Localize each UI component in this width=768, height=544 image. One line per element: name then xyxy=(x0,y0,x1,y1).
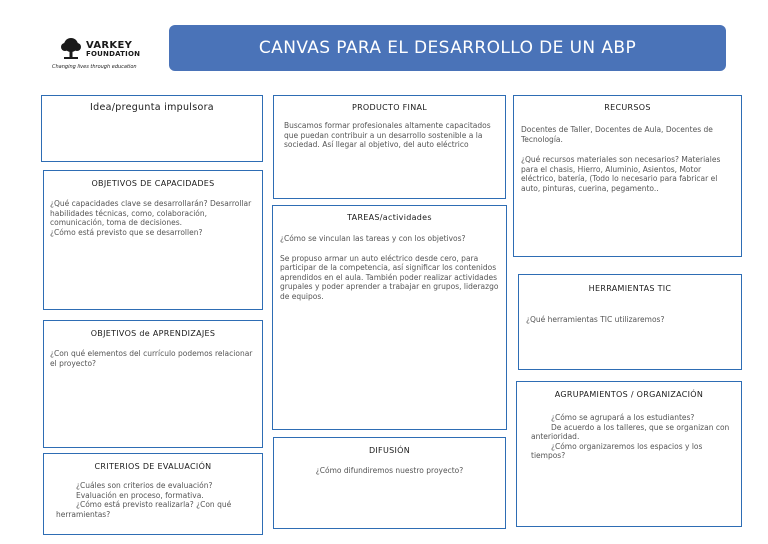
capacidades-text-1: ¿Qué capacidades clave se desarrollarán? Desarrollar habilidades técnicas, como, colaboración, comunicación, toma de decisiones. xyxy=(50,199,252,227)
tareas-text-2: Se propuso armar un auto eléctrico desde cero, para participar de la competencia, así significar los contenidos aprendidos en el aula. También poder realizar actividades grupales y poder aprender a trabajar en grupos, liderazgo de equipos. xyxy=(280,253,499,301)
capacidades-title: OBJETIVOS DE CAPACIDADES xyxy=(91,179,215,188)
difusion-text: ¿Cómo difundiremos nuestro proyecto? xyxy=(315,466,464,475)
aprendizajes-title: OBJETIVOS de APRENDIZAJES xyxy=(90,329,216,338)
herramientas-box[interactable] xyxy=(518,274,742,370)
criterios-text-2: Evaluación en proceso, formativa. xyxy=(76,490,204,500)
recursos-text-2: ¿Qué recursos materiales son necesarios? Materiales para el chasis, Hierro, Aluminio, Asientos, Motor eléctrico, batería, (Todo lo necesario para fabricar el auto, pinturas, cuerina, pegamento.. xyxy=(521,155,721,193)
producto-final-title: PRODUCTO FINAL xyxy=(351,103,428,112)
agrupamientos-text-3: ¿Cómo organizaremos los espacios y los tiempos? xyxy=(531,441,703,460)
criterios-box[interactable] xyxy=(43,453,263,535)
logo-name-line2: FOUNDATION xyxy=(86,50,141,58)
tareas-box[interactable] xyxy=(272,205,507,430)
criterios-text-3: ¿Cómo está previsto realizarla? ¿Con qué herramientas? xyxy=(56,500,232,519)
aprendizajes-text: ¿Con qué elementos del currículo podemos relacionar el proyecto? xyxy=(50,349,253,368)
varkey-foundation-logo xyxy=(52,36,152,74)
idea-box[interactable] xyxy=(41,95,263,162)
agrupamientos-box[interactable] xyxy=(516,381,742,527)
producto-final-text: Buscamos formar profesionales altamente capacitados que puedan contribuir a un desarrollo sostenible a la sociedad. Así llegar al objetivo, del auto eléctrico xyxy=(284,121,491,149)
herramientas-text: ¿Qué herramientas TIC utilizaremos? xyxy=(526,315,665,324)
tree-logo-icon xyxy=(58,36,84,62)
criterios-text-1: ¿Cuáles son criterios de evaluación? xyxy=(76,481,213,490)
difusion-box[interactable] xyxy=(273,437,506,529)
criterios-title: CRITERIOS DE EVALUACIÓN xyxy=(94,462,212,471)
producto-final-box[interactable] xyxy=(273,95,506,199)
recursos-text-1: Docentes de Taller, Docentes de Aula, Docentes de Tecnología. xyxy=(521,125,713,144)
tareas-title: TAREAS/actividades xyxy=(347,213,432,222)
idea-title: Idea/pregunta impulsora xyxy=(90,102,214,113)
capacidades-text-2: ¿Cómo está previsto que se desarrollen? xyxy=(50,227,203,237)
capacidades-box[interactable] xyxy=(43,170,263,310)
page-title: CANVAS PARA EL DESARROLLO DE UN ABP xyxy=(258,38,637,58)
recursos-title: RECURSOS xyxy=(604,103,651,112)
logo-tagline: Changing lives through education xyxy=(52,64,137,70)
agrupamientos-title: AGRUPAMIENTOS / ORGANIZACIÓN xyxy=(554,390,704,399)
aprendizajes-box[interactable] xyxy=(43,320,263,448)
title-banner xyxy=(169,25,726,71)
logo-name-line1: VARKEY xyxy=(86,40,133,51)
herramientas-title: HERRAMIENTAS TIC xyxy=(588,284,672,293)
recursos-box[interactable] xyxy=(513,95,742,257)
difusion-title: DIFUSIÓN xyxy=(368,446,411,455)
tareas-text-1: ¿Cómo se vinculan las tareas y con los objetivos? xyxy=(280,234,466,243)
agrupamientos-text-1: ¿Cómo se agrupará a los estudiantes? xyxy=(551,413,695,422)
agrupamientos-text-2: De acuerdo a los talleres, que se organizan con anterioridad. xyxy=(531,422,730,441)
